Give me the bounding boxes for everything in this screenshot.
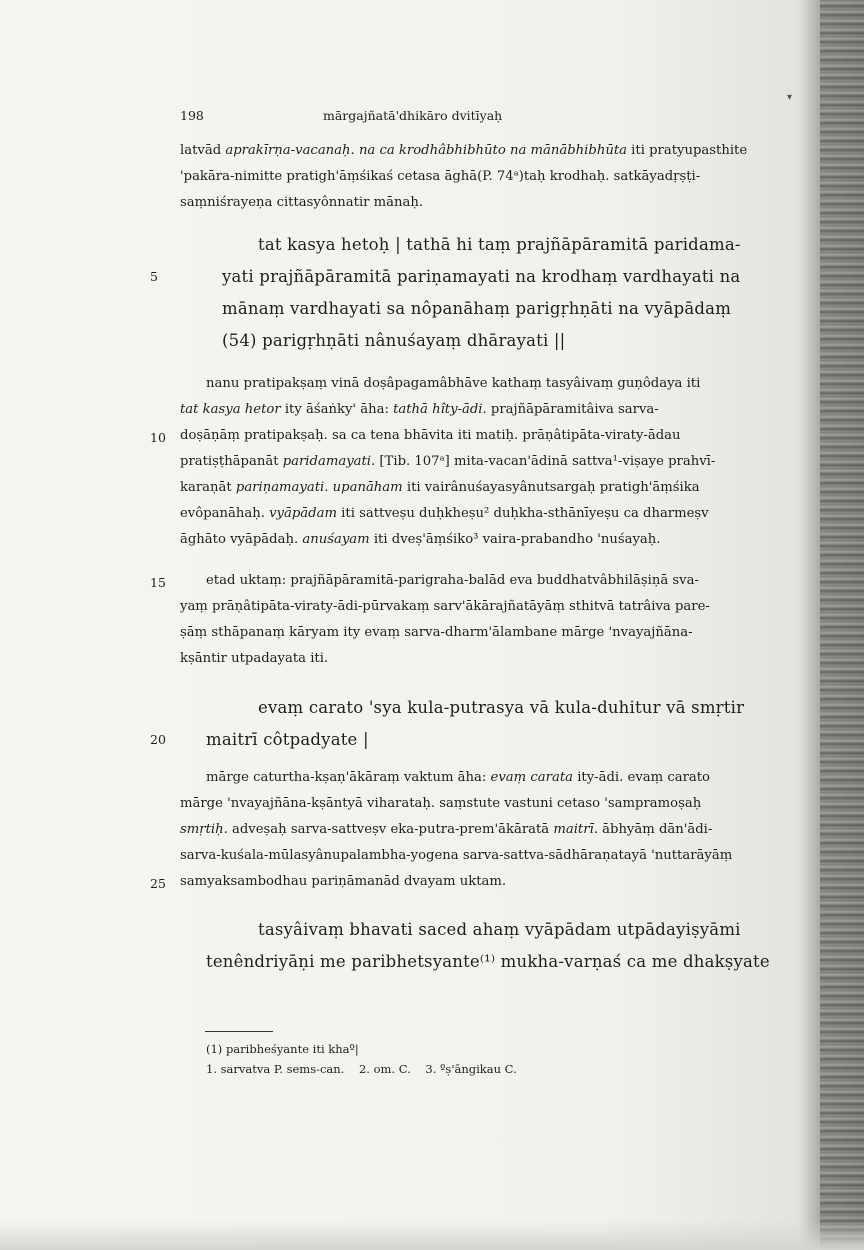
footnote: 1. sarvatva P. sems-can. 2. om. C. 3. ºṣ'āngikau C. (206, 1062, 517, 1076)
text-line: samyaksambodhau pariṇāmanād dvayam uktam. (180, 874, 507, 889)
verse-line: evaṃ carato 'sya kula-putrasya vā kula-duhitur vā smṛtir (258, 698, 745, 717)
verse-line: mānaṃ vardhayati sa nôpanāhaṃ parigṛhṇāti na vyāpādaṃ (222, 299, 732, 318)
line-number: 20 (150, 732, 166, 747)
book-spine-edge (820, 0, 864, 1250)
text-line: evôpanāhaḥ. vyāpādam iti sattveṣu duḥkheṣu² duḥkha-sthānīyeṣu ca dharmeṣv (180, 506, 709, 521)
text-line: mārge 'nvayajñāna-kṣāntyā viharataḥ. saṃstute vastuni cetaso 'sampramoṣaḥ (180, 796, 702, 811)
text-line: tat kasya hetor ity āśaṅky' āha: tathā hîty-ādi. prajñāpāramitâiva sarva- (180, 402, 659, 417)
text-line: kṣāntir utpadayata iti. (180, 651, 329, 666)
text-line: nanu pratipakṣaṃ vinā doṣâpagamâbhāve kathaṃ tasyâivaṃ guṇôdaya iti (206, 376, 701, 391)
text-line: latvād aprakīrṇa-vacanaḥ. na ca krodhâbhibhūto na mānābhibhūta iti pratyupasthite (180, 143, 748, 158)
running-title: mārgajñatā'dhikāro dvitīyaḥ (323, 108, 503, 123)
text-line: āghāto vyāpādaḥ. anuśayam iti dveṣ'āṃśiko³ vaira-prabandho 'nuśayaḥ. (180, 532, 661, 547)
verse-line: (54) parigṛhṇāti nânuśayaṃ dhārayati || (222, 331, 566, 350)
footnote: (1) paribheśyante iti khaº| (206, 1042, 359, 1056)
text-line: 'pakāra-nimitte pratigh'āṃśikaś cetasa āghā(P. 74ᵃ)taḥ krodhaḥ. satkāyadṛṣṭi- (180, 169, 701, 184)
text-line: mārge caturtha-kṣaṇ'ākāraṃ vaktum āha: evaṃ carata ity-ādi. evaṃ carato (206, 770, 710, 785)
text-line: ṣāṃ sthāpanaṃ kāryam ity evaṃ sarva-dharm'ālambane mārge 'nvayajñāna- (180, 625, 693, 640)
text-line: sarva-kuśala-mūlasyânupalambha-yogena sarva-sattva-sādhāraṇatayā 'nuttarāyāṃ (180, 848, 733, 863)
page-gutter-shadow (798, 0, 820, 1250)
line-number: 10 (150, 430, 166, 445)
line-number: 25 (150, 876, 166, 891)
verse-line: maitrī côtpadyate | (206, 730, 369, 749)
text-line: karaṇāt pariṇamayati. upanāham iti vairânuśayasyânutsargaḥ pratigh'āṃśika (180, 480, 700, 495)
text-line: yaṃ prāṇâtipāta-viraty-ādi-pūrvakaṃ sarv'ākārajñatāyāṃ sthitvā tatrâiva pare- (180, 599, 710, 614)
page-number: 198 (180, 108, 204, 123)
text-line: pratiṣṭhāpanāt paridamayati. [Tib. 107ᵃ] mita-vacan'ādinā sattva¹-viṣaye prahvī- (180, 454, 716, 469)
text-line: saṃniśrayeṇa cittasyônnatir mānaḥ. (180, 195, 424, 210)
text-line: doṣāṇāṃ pratipakṣaḥ. sa ca tena bhāvita iti matiḥ. prāṇâtipāta-viraty-ādau (180, 428, 681, 443)
text-line: smṛtiḥ. adveṣaḥ sarva-sattveṣv eka-putra-prem'ākāratā maitrī. ābhyāṃ dān'ādi- (180, 822, 713, 837)
line-number: 15 (150, 575, 166, 590)
verse-line: yati prajñāpāramitā pariṇamayati na krodhaṃ vardhayati na (222, 267, 741, 286)
page-bottom-shadow (0, 1220, 864, 1250)
verse-line: tasyâivaṃ bhavati saced ahaṃ vyāpādam utpādayiṣyāmi (258, 920, 741, 939)
footnote-rule (205, 1031, 273, 1032)
verse-line: tenêndriyāṇi me paribhetsyante⁽¹⁾ mukha-varṇaś ca me dhakṣyate (206, 952, 770, 971)
stray-mark: ▾ (787, 92, 793, 103)
text-line: etad uktaṃ: prajñāpāramitā-parigraha-balād eva buddhatvâbhilāṣiṇā sva- (206, 573, 699, 588)
line-number: 5 (150, 269, 158, 284)
verse-line: tat kasya hetoḥ | tathā hi taṃ prajñāpāramitā paridama- (258, 235, 741, 254)
